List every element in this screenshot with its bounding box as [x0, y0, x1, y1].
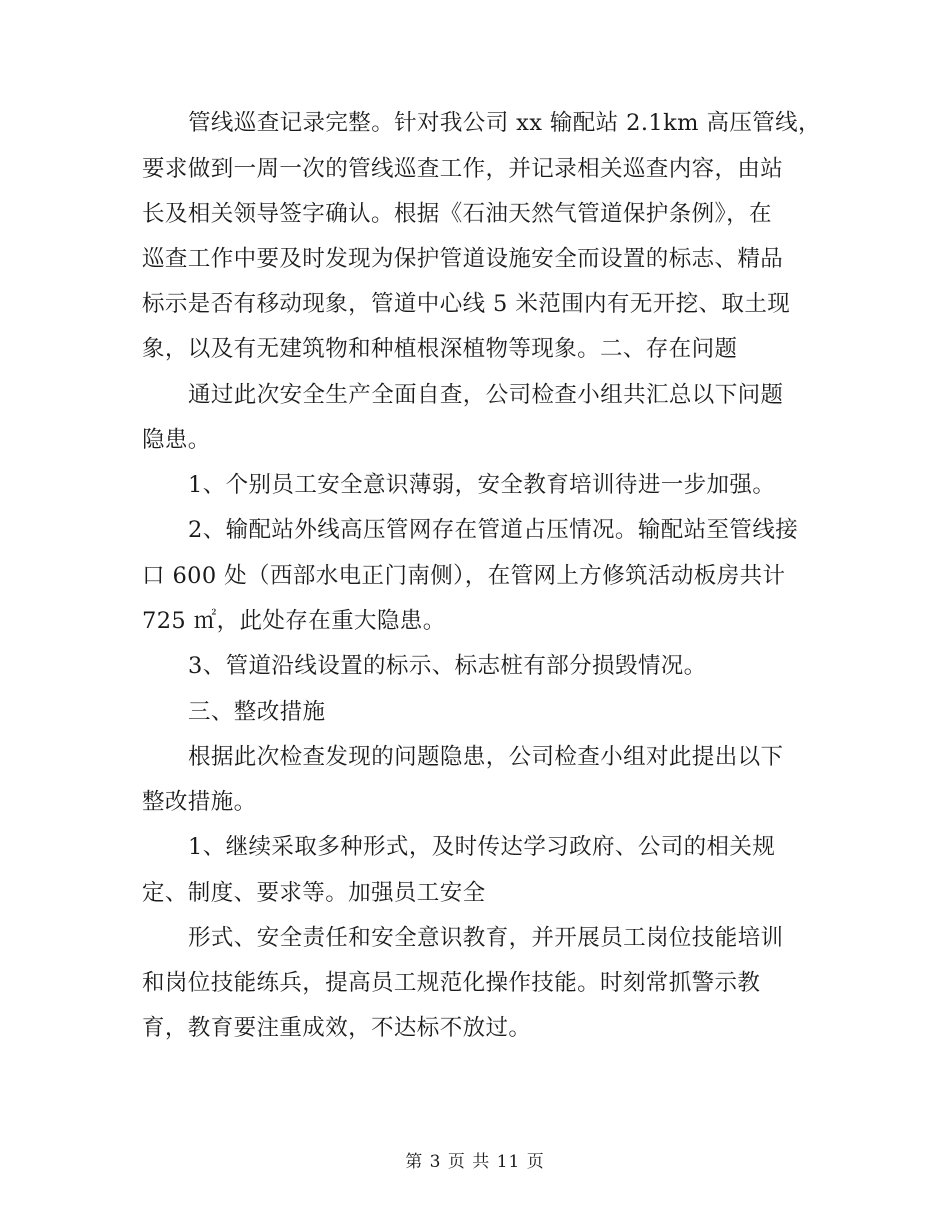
text-line: 标示是否有移动现象，管道中心线 5 米范围内有无开挖、取土现: [142, 291, 791, 317]
text-line: 长及相关领导签字确认。根据《石油天然气管道保护条例》，在: [142, 201, 772, 227]
text-line: 管线巡查记录完整。针对我公司 xx 输配站 2.1km 高压管线，: [188, 110, 821, 136]
text-line: 和岗位技能练兵，提高员工规范化操作技能。时刻常抓警示教: [142, 970, 761, 996]
list-item: 1、继续采取多种形式，及时传达学习政府、公司的相关规: [188, 834, 776, 860]
text-line: 育，教育要注重成效，不达标不放过。: [142, 1015, 532, 1041]
text-line: 形式、安全责任和安全意识教育，并开展员工岗位技能培训: [188, 925, 784, 951]
text-line: 象，以及有无建筑物和种植根深植物等现象。二、存在问题: [142, 336, 738, 362]
section-heading: 三、整改措施: [188, 699, 326, 725]
page-number: 第 3 页 共 11 页: [405, 1152, 545, 1172]
list-item: 2、输配站外线高压管网存在管道占压情况。输配站至管线接: [188, 517, 799, 543]
text-line: 要求做到一周一次的管线巡查工作，并记录相关巡查内容，由站: [142, 156, 784, 182]
text-line: 整改措施。: [142, 789, 257, 815]
text-line: 定、制度、要求等。加强员工安全: [142, 880, 486, 906]
list-item: 3、管道沿线设置的标示、标志桩有部分损毁情况。: [188, 653, 707, 679]
text-line: 725 ㎡，此处存在重大隐患。: [142, 608, 446, 634]
list-item: 1、个别员工安全意识薄弱，安全教育培训待进一步加强。: [188, 472, 776, 498]
text-line: 隐患。: [142, 427, 211, 453]
text-line: 根据此次检查发现的问题隐患，公司检查小组对此提出以下: [188, 744, 784, 770]
text-line: 通过此次安全生产全面自查，公司检查小组共汇总以下问题: [188, 382, 784, 408]
text-line: 巡查工作中要及时发现为保护管道设施安全而设置的标志、精品: [142, 246, 784, 272]
text-line: 口 600 处（西部水电正门南侧），在管网上方修筑活动板房共计: [142, 563, 786, 589]
